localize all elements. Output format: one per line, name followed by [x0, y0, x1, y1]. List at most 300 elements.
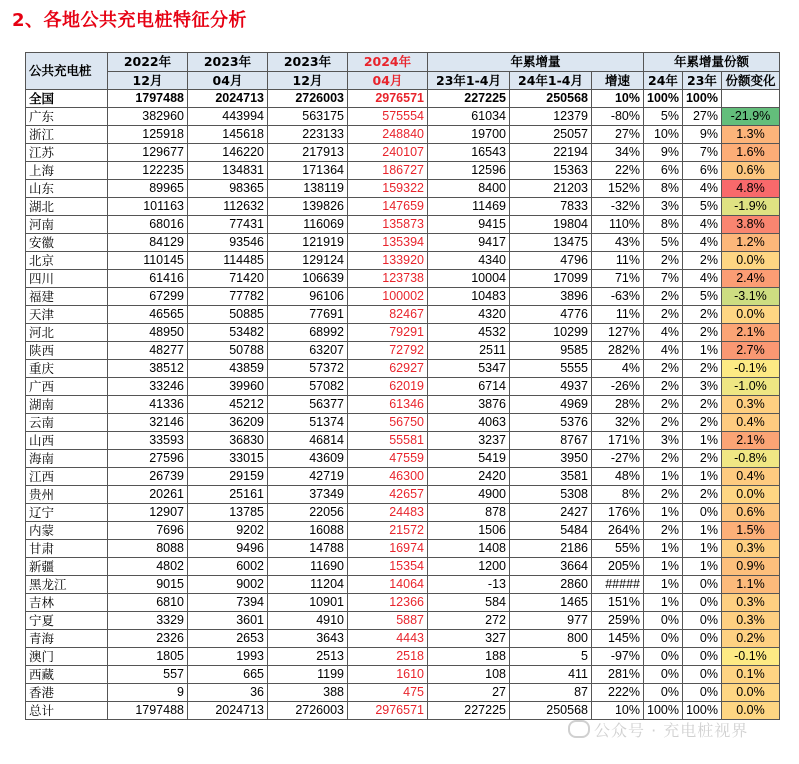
header-2023a-year: 2023年 [188, 53, 268, 72]
value-cell: 110145 [108, 252, 188, 270]
value-cell: 2% [644, 486, 683, 504]
table-row [26, 612, 780, 630]
value-cell: 3950 [510, 450, 592, 468]
value-cell: 56750 [348, 414, 428, 432]
value-cell: 116069 [268, 216, 348, 234]
region-cell: 云南 [26, 414, 108, 432]
value-cell: 4% [682, 270, 721, 288]
value-cell: 2% [644, 378, 683, 396]
value-cell: 8767 [510, 432, 592, 450]
value-cell: 133920 [348, 252, 428, 270]
region-cell: 河南 [26, 216, 108, 234]
value-cell: 77431 [188, 216, 268, 234]
region-cell: 浙江 [26, 126, 108, 144]
share-change-cell: 3.8% [721, 216, 779, 234]
value-cell: 10483 [428, 288, 510, 306]
value-cell: 56377 [268, 396, 348, 414]
value-cell: 4910 [268, 612, 348, 630]
value-cell: 2186 [510, 540, 592, 558]
value-cell: 3876 [428, 396, 510, 414]
value-cell: 7833 [510, 198, 592, 216]
value-cell: 0% [644, 648, 683, 666]
value-cell: 48950 [108, 324, 188, 342]
value-cell: 42719 [268, 468, 348, 486]
value-cell: 9585 [510, 342, 592, 360]
region-cell: 天津 [26, 306, 108, 324]
value-cell: 2% [644, 252, 683, 270]
share-change-cell: 0.3% [721, 594, 779, 612]
table-row [26, 378, 780, 396]
value-cell: 11690 [268, 558, 348, 576]
share-change-cell: -0.8% [721, 450, 779, 468]
share-change-cell: 0.9% [721, 558, 779, 576]
national-row [26, 90, 780, 108]
value-cell: 6714 [428, 378, 510, 396]
value-cell: 8% [644, 180, 683, 198]
value-cell: 37349 [268, 486, 348, 504]
value-cell: 264% [592, 522, 644, 540]
value-cell: 72792 [348, 342, 428, 360]
value-cell: 1% [682, 342, 721, 360]
value-cell: 6810 [108, 594, 188, 612]
value-cell: 2420 [428, 468, 510, 486]
value-cell: 21572 [348, 522, 428, 540]
value-cell: 10004 [428, 270, 510, 288]
region-cell: 西藏 [26, 666, 108, 684]
value-cell: 2024713 [188, 702, 268, 720]
value-cell: 27% [592, 126, 644, 144]
value-cell: 10% [644, 126, 683, 144]
value-cell: 4796 [510, 252, 592, 270]
share-change-cell: 1.1% [721, 576, 779, 594]
table-row [26, 432, 780, 450]
value-cell: 3% [644, 432, 683, 450]
value-cell: 48% [592, 468, 644, 486]
region-cell: 内蒙 [26, 522, 108, 540]
value-cell: 665 [188, 666, 268, 684]
value-cell: 33246 [108, 378, 188, 396]
value-cell: 43% [592, 234, 644, 252]
value-cell: 16543 [428, 144, 510, 162]
value-cell: 61346 [348, 396, 428, 414]
value-cell: 71% [592, 270, 644, 288]
value-cell: 0% [682, 630, 721, 648]
value-cell: 51374 [268, 414, 348, 432]
value-cell: 5347 [428, 360, 510, 378]
value-cell: 411 [510, 666, 592, 684]
table-row [26, 126, 780, 144]
value-cell: -26% [592, 378, 644, 396]
region-cell: 香港 [26, 684, 108, 702]
table-row [26, 504, 780, 522]
value-cell: 46814 [268, 432, 348, 450]
share-change-cell: 0.0% [721, 486, 779, 504]
table-row [26, 270, 780, 288]
table-row [26, 414, 780, 432]
value-cell: 5% [644, 234, 683, 252]
value-cell: 388 [268, 684, 348, 702]
value-cell: 1% [682, 468, 721, 486]
table-row [26, 144, 780, 162]
value-cell: 188 [428, 648, 510, 666]
share-change-cell: 0.0% [721, 702, 779, 720]
value-cell: 55% [592, 540, 644, 558]
value-cell: 5308 [510, 486, 592, 504]
header-2024-year: 2024年 [348, 53, 428, 72]
value-cell: 575554 [348, 108, 428, 126]
value-cell: 33593 [108, 432, 188, 450]
value-cell: 125918 [108, 126, 188, 144]
value-cell: 2% [682, 450, 721, 468]
value-cell: 26739 [108, 468, 188, 486]
value-cell: 557 [108, 666, 188, 684]
value-cell: 2% [644, 522, 683, 540]
value-cell: 2% [644, 450, 683, 468]
value-cell: 135873 [348, 216, 428, 234]
value-cell: 19700 [428, 126, 510, 144]
region-cell: 山东 [26, 180, 108, 198]
region-cell: 吉林 [26, 594, 108, 612]
value-cell: 3643 [268, 630, 348, 648]
value-cell: 22% [592, 162, 644, 180]
value-cell: 22194 [510, 144, 592, 162]
value-cell: 17099 [510, 270, 592, 288]
table-row [26, 630, 780, 648]
value-cell: 4776 [510, 306, 592, 324]
region-cell: 重庆 [26, 360, 108, 378]
value-cell: 36209 [188, 414, 268, 432]
watermark-text: 公众号 · 充电桩视界 [594, 721, 749, 740]
value-cell: 6% [682, 162, 721, 180]
share-change-cell: 0.3% [721, 396, 779, 414]
header-share-24: 24年 [644, 72, 683, 90]
value-cell: 146220 [188, 144, 268, 162]
value-cell: 176% [592, 504, 644, 522]
value-cell: 139826 [268, 198, 348, 216]
region-cell: 四川 [26, 270, 108, 288]
table-row [26, 198, 780, 216]
share-change-cell: 2.1% [721, 432, 779, 450]
table-row [26, 162, 780, 180]
value-cell: 9202 [188, 522, 268, 540]
region-cell: 宁夏 [26, 612, 108, 630]
value-cell: 10% [592, 90, 644, 108]
value-cell: 4% [644, 324, 683, 342]
value-cell: 2427 [510, 504, 592, 522]
value-cell: 1506 [428, 522, 510, 540]
value-cell: 1610 [348, 666, 428, 684]
value-cell: 281% [592, 666, 644, 684]
region-cell: 福建 [26, 288, 108, 306]
value-cell: 223133 [268, 126, 348, 144]
header-2022-year: 2022年 [108, 53, 188, 72]
value-cell: -63% [592, 288, 644, 306]
value-cell: 8% [592, 486, 644, 504]
header-corner: 公共充电桩 [26, 53, 108, 90]
value-cell: 1% [682, 432, 721, 450]
value-cell: 45212 [188, 396, 268, 414]
region-cell: 陕西 [26, 342, 108, 360]
value-cell: 2518 [348, 648, 428, 666]
share-change-cell: 1.5% [721, 522, 779, 540]
value-cell: 87 [510, 684, 592, 702]
value-cell: 1797488 [108, 702, 188, 720]
header-inc-24: 24年1-4月 [510, 72, 592, 90]
value-cell: 27 [428, 684, 510, 702]
table-row [26, 252, 780, 270]
value-cell: 5555 [510, 360, 592, 378]
share-change-cell: -3.1% [721, 288, 779, 306]
value-cell: 443994 [188, 108, 268, 126]
value-cell: 100% [644, 90, 683, 108]
value-cell: 50885 [188, 306, 268, 324]
header-share-change: 份额变化 [721, 72, 779, 90]
value-cell: 29159 [188, 468, 268, 486]
value-cell: 9% [682, 126, 721, 144]
region-cell: 山西 [26, 432, 108, 450]
value-cell: 9 [108, 684, 188, 702]
value-cell: 152% [592, 180, 644, 198]
value-cell: 171364 [268, 162, 348, 180]
value-cell: 100% [682, 90, 721, 108]
share-change-cell: 2.7% [721, 342, 779, 360]
share-change-cell: 0.6% [721, 504, 779, 522]
value-cell: 135394 [348, 234, 428, 252]
value-cell: 36 [188, 684, 268, 702]
value-cell: -97% [592, 648, 644, 666]
value-cell: 67299 [108, 288, 188, 306]
value-cell: 3581 [510, 468, 592, 486]
value-cell: 0% [682, 504, 721, 522]
value-cell: 46565 [108, 306, 188, 324]
value-cell: 2024713 [188, 90, 268, 108]
value-cell: 19804 [510, 216, 592, 234]
table-row [26, 342, 780, 360]
value-cell: 3896 [510, 288, 592, 306]
value-cell: 32146 [108, 414, 188, 432]
table-row [26, 648, 780, 666]
value-cell: 47559 [348, 450, 428, 468]
share-change-cell [721, 90, 779, 108]
value-cell: 4% [682, 180, 721, 198]
value-cell: 475 [348, 684, 428, 702]
value-cell: 1% [644, 558, 683, 576]
value-cell: 145618 [188, 126, 268, 144]
value-cell: 114485 [188, 252, 268, 270]
value-cell: 8400 [428, 180, 510, 198]
charging-pile-table [25, 52, 780, 720]
value-cell: 127% [592, 324, 644, 342]
region-cell: 海南 [26, 450, 108, 468]
table-row [26, 522, 780, 540]
value-cell: 4320 [428, 306, 510, 324]
value-cell: 11204 [268, 576, 348, 594]
share-change-cell: 0.2% [721, 630, 779, 648]
value-cell: 53482 [188, 324, 268, 342]
value-cell: ##### [592, 576, 644, 594]
value-cell: 1199 [268, 666, 348, 684]
share-change-cell: -0.1% [721, 360, 779, 378]
value-cell: 11% [592, 306, 644, 324]
value-cell: 1993 [188, 648, 268, 666]
region-cell: 总计 [26, 702, 108, 720]
value-cell: 1% [682, 558, 721, 576]
value-cell: 2% [682, 396, 721, 414]
value-cell: 129677 [108, 144, 188, 162]
value-cell: 98365 [188, 180, 268, 198]
value-cell: 11469 [428, 198, 510, 216]
value-cell: 5484 [510, 522, 592, 540]
table-row [26, 180, 780, 198]
value-cell: 12379 [510, 108, 592, 126]
share-change-cell: 0.0% [721, 684, 779, 702]
value-cell: 0% [682, 648, 721, 666]
value-cell: 42657 [348, 486, 428, 504]
value-cell: 250568 [510, 90, 592, 108]
value-cell: 13475 [510, 234, 592, 252]
value-cell: 77782 [188, 288, 268, 306]
value-cell: 977 [510, 612, 592, 630]
region-cell: 湖北 [26, 198, 108, 216]
table-row [26, 450, 780, 468]
value-cell: 159322 [348, 180, 428, 198]
region-cell: 江西 [26, 468, 108, 486]
header-2022-month: 12月 [108, 72, 188, 90]
value-cell: 1% [644, 594, 683, 612]
value-cell: 7% [682, 144, 721, 162]
value-cell: 4% [682, 216, 721, 234]
value-cell: 27596 [108, 450, 188, 468]
value-cell: 15363 [510, 162, 592, 180]
value-cell: 205% [592, 558, 644, 576]
value-cell: 3664 [510, 558, 592, 576]
value-cell: 0% [682, 576, 721, 594]
watermark [568, 718, 748, 741]
value-cell: 0% [644, 630, 683, 648]
value-cell: 12366 [348, 594, 428, 612]
value-cell: 9% [644, 144, 683, 162]
value-cell: 121919 [268, 234, 348, 252]
value-cell: 4% [644, 342, 683, 360]
value-cell: 2511 [428, 342, 510, 360]
value-cell: 15354 [348, 558, 428, 576]
value-cell: 93546 [188, 234, 268, 252]
value-cell: 61416 [108, 270, 188, 288]
value-cell: 89965 [108, 180, 188, 198]
value-cell: 4% [592, 360, 644, 378]
value-cell: 25057 [510, 126, 592, 144]
value-cell: 108 [428, 666, 510, 684]
share-change-cell: 0.4% [721, 468, 779, 486]
value-cell: 272 [428, 612, 510, 630]
value-cell: 0% [682, 666, 721, 684]
value-cell: 2% [644, 306, 683, 324]
table-row [26, 486, 780, 504]
share-change-cell: -1.0% [721, 378, 779, 396]
value-cell: 584 [428, 594, 510, 612]
value-cell: 10299 [510, 324, 592, 342]
value-cell: 8088 [108, 540, 188, 558]
table-row [26, 360, 780, 378]
value-cell: 2726003 [268, 702, 348, 720]
region-cell: 澳门 [26, 648, 108, 666]
value-cell: 0% [682, 594, 721, 612]
region-cell: 全国 [26, 90, 108, 108]
value-cell: 2% [644, 396, 683, 414]
value-cell: 62927 [348, 360, 428, 378]
value-cell: 6002 [188, 558, 268, 576]
table-row [26, 468, 780, 486]
value-cell: 25161 [188, 486, 268, 504]
value-cell: 2976571 [348, 702, 428, 720]
value-cell: 3% [644, 198, 683, 216]
share-change-cell: 0.1% [721, 666, 779, 684]
value-cell: 11% [592, 252, 644, 270]
value-cell: 1% [644, 468, 683, 486]
share-change-cell: 0.0% [721, 252, 779, 270]
header-2024-month: 04月 [348, 72, 428, 90]
value-cell: 100002 [348, 288, 428, 306]
value-cell: 96106 [268, 288, 348, 306]
value-cell: 46300 [348, 468, 428, 486]
share-change-cell: 0.3% [721, 540, 779, 558]
value-cell: 62019 [348, 378, 428, 396]
value-cell: 2% [682, 486, 721, 504]
value-cell: 250568 [510, 702, 592, 720]
value-cell: -13 [428, 576, 510, 594]
value-cell: 1% [644, 576, 683, 594]
value-cell: -27% [592, 450, 644, 468]
value-cell: 5% [682, 288, 721, 306]
value-cell: 5887 [348, 612, 428, 630]
share-change-cell: 2.1% [721, 324, 779, 342]
value-cell: 110% [592, 216, 644, 234]
value-cell: 878 [428, 504, 510, 522]
value-cell: 22056 [268, 504, 348, 522]
value-cell: 43609 [268, 450, 348, 468]
value-cell: -32% [592, 198, 644, 216]
value-cell: 1408 [428, 540, 510, 558]
value-cell: 9002 [188, 576, 268, 594]
value-cell: 138119 [268, 180, 348, 198]
value-cell: 2% [682, 252, 721, 270]
value-cell: 14788 [268, 540, 348, 558]
value-cell: 327 [428, 630, 510, 648]
region-cell: 湖南 [26, 396, 108, 414]
value-cell: 4340 [428, 252, 510, 270]
value-cell: 5 [510, 648, 592, 666]
value-cell: 4969 [510, 396, 592, 414]
value-cell: 123738 [348, 270, 428, 288]
value-cell: 68016 [108, 216, 188, 234]
value-cell: 77691 [268, 306, 348, 324]
value-cell: 57372 [268, 360, 348, 378]
table-row [26, 396, 780, 414]
value-cell: 27% [682, 108, 721, 126]
header-2023b-month: 12月 [268, 72, 348, 90]
header-growth: 增速 [592, 72, 644, 90]
share-change-cell: 0.0% [721, 306, 779, 324]
region-cell: 黑龙江 [26, 576, 108, 594]
value-cell: 1% [682, 540, 721, 558]
value-cell: 50788 [188, 342, 268, 360]
value-cell: 61034 [428, 108, 510, 126]
header-2023b-year: 2023年 [268, 53, 348, 72]
value-cell: 20261 [108, 486, 188, 504]
value-cell: 4937 [510, 378, 592, 396]
share-change-cell: 2.4% [721, 270, 779, 288]
value-cell: 5% [644, 108, 683, 126]
